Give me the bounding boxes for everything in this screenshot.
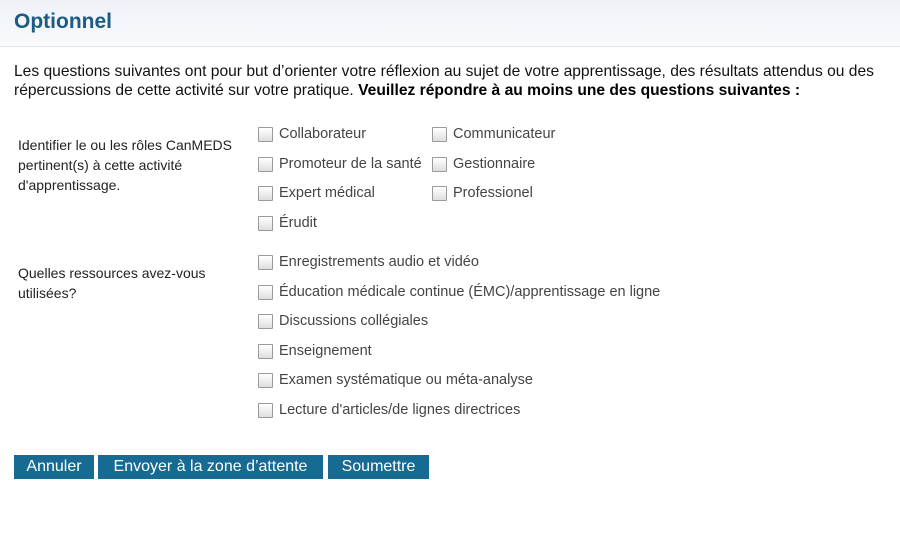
resource-checkbox-audio-video[interactable] [258, 254, 479, 270]
resource-label-enseignement: Enseignement [279, 343, 372, 359]
checkbox[interactable] [432, 186, 447, 201]
checkbox[interactable] [258, 285, 273, 300]
role-label-expert-medical: Expert médical [279, 185, 375, 201]
intro-instruction: Veuillez répondre à au moins une des questions suivantes : [358, 82, 801, 99]
role-label-promoteur-sante: Promoteur de la santé [279, 156, 422, 172]
section-title: Optionnel [14, 10, 112, 33]
cancel-button[interactable]: Annuler [14, 455, 94, 479]
resource-label-discussions: Discussions collégiales [279, 313, 429, 329]
intro-paragraph [14, 62, 892, 100]
intro-text: Les questions suivantes ont pour but d’orienter votre réflexion au sujet de votre apprentissage, des résultats attendus ou des répercussions de cette activité sur votre pratique. [14, 63, 874, 99]
role-checkbox-expert-medical[interactable] [258, 185, 375, 201]
checkbox[interactable] [432, 157, 447, 172]
checkbox[interactable] [258, 216, 273, 231]
role-checkbox-gestionnaire[interactable] [432, 156, 535, 172]
checkbox[interactable] [258, 127, 273, 142]
submit-button[interactable]: Soumettre [328, 455, 429, 479]
section-header [0, 0, 900, 47]
resource-label-emc: Éducation médicale continue (ÉMC)/apprentissage en ligne [279, 284, 661, 300]
role-checkbox-collaborateur[interactable] [258, 126, 366, 142]
role-label-communicateur: Communicateur [453, 126, 556, 142]
resources-question-label: Quelles ressources avez-vous utilisées? [18, 265, 206, 301]
resource-checkbox-examen[interactable] [258, 372, 533, 388]
resource-checkbox-lecture[interactable] [258, 402, 520, 418]
role-label-professionel: Professionel [453, 185, 533, 201]
resource-label-examen: Examen systématique ou méta-analyse [279, 372, 533, 388]
checkbox[interactable] [258, 255, 273, 270]
role-label-gestionnaire: Gestionnaire [453, 156, 536, 172]
send-to-queue-button[interactable]: Envoyer à la zone d’attente [98, 455, 323, 479]
resource-checkbox-enseignement[interactable] [258, 343, 372, 359]
role-checkbox-promoteur-sante[interactable] [258, 156, 422, 172]
role-checkbox-communicateur[interactable] [432, 126, 555, 142]
resource-label-lecture: Lecture d'articles/de lignes directrices [279, 402, 521, 418]
checkbox[interactable] [258, 403, 273, 418]
checkbox[interactable] [432, 127, 447, 142]
role-checkbox-professionel[interactable] [432, 185, 533, 201]
role-label-erudit: Érudit [279, 215, 317, 231]
checkbox[interactable] [258, 373, 273, 388]
resource-label-audio-video: Enregistrements audio et vidéo [279, 254, 479, 270]
role-checkbox-erudit[interactable] [258, 215, 317, 231]
role-label-collaborateur: Collaborateur [279, 126, 367, 142]
resource-checkbox-emc[interactable] [258, 284, 660, 300]
roles-question-label: Identifier le ou les rôles CanMEDS pertinent(s) à cette activité d'apprentissage. [18, 137, 232, 193]
checkbox[interactable] [258, 344, 273, 359]
checkbox[interactable] [258, 186, 273, 201]
resource-checkbox-discussions[interactable] [258, 313, 428, 329]
checkbox[interactable] [258, 157, 273, 172]
checkbox[interactable] [258, 314, 273, 329]
